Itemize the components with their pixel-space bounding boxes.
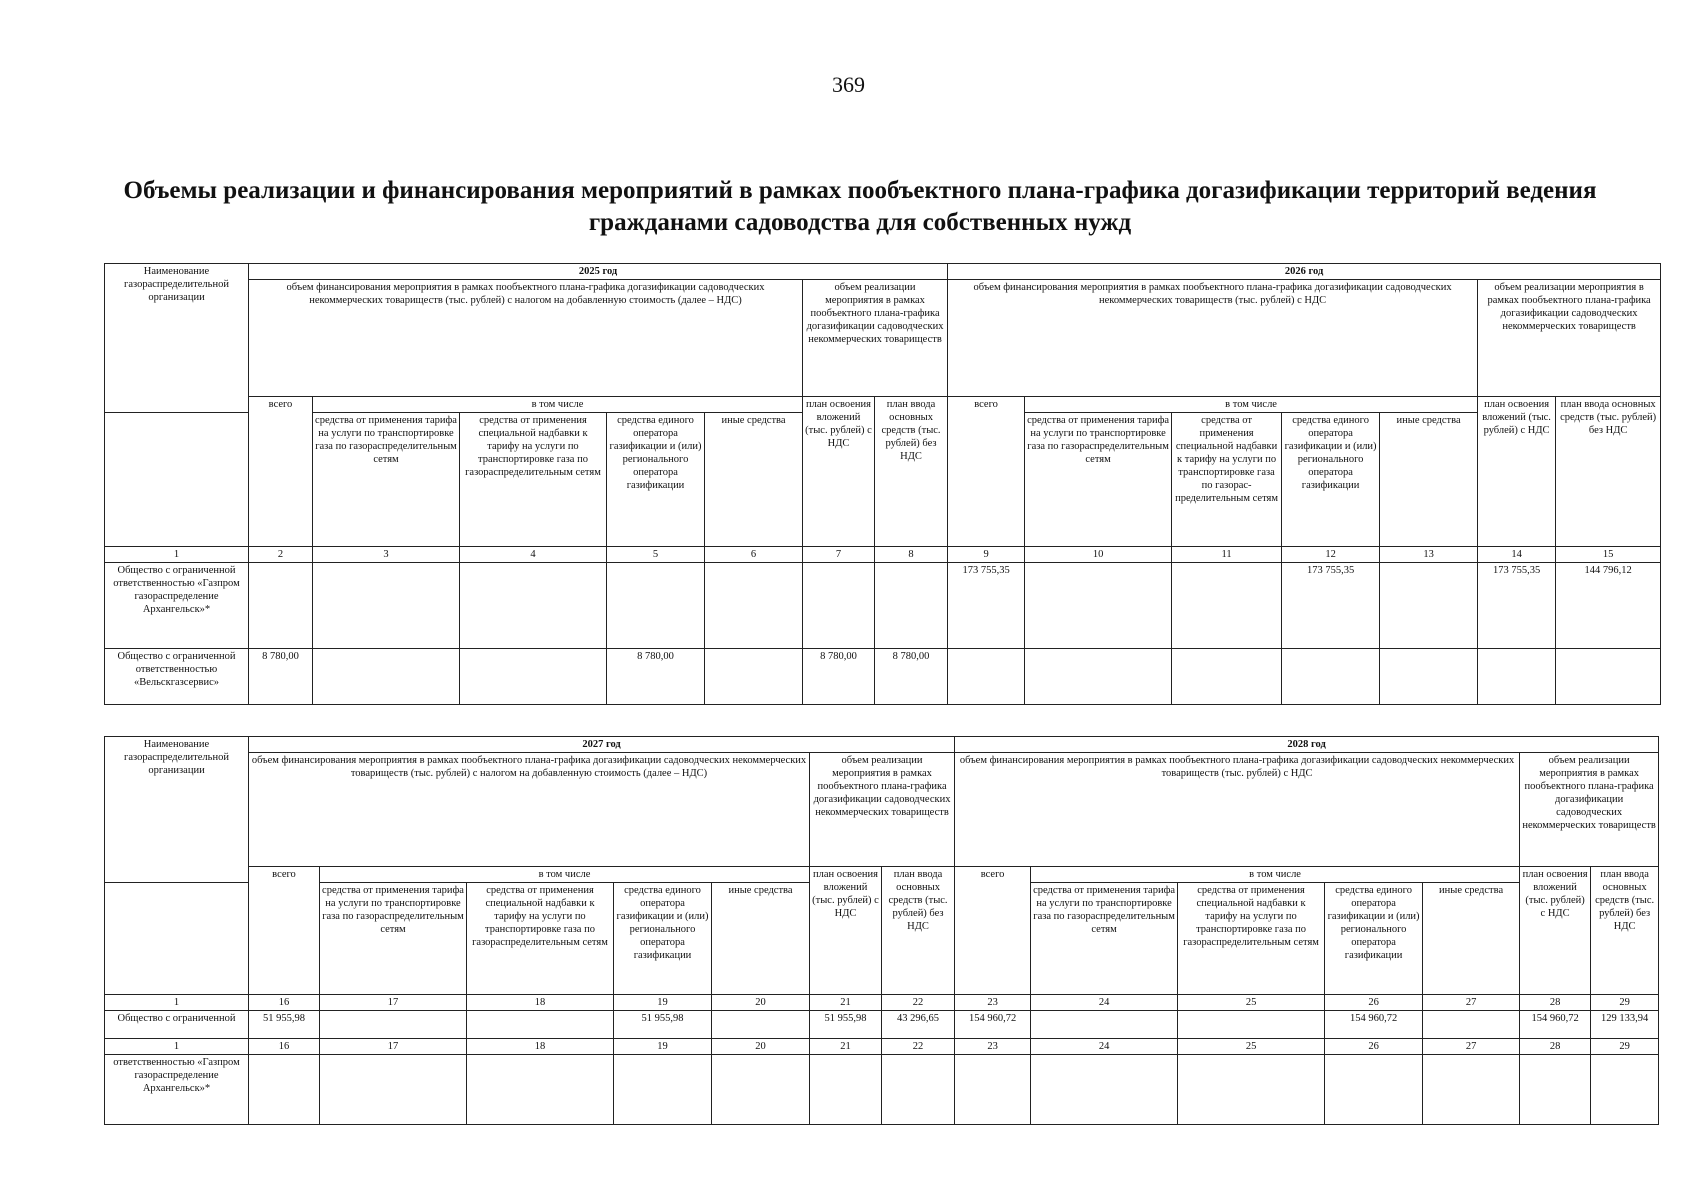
column-number: 1: [105, 995, 249, 1011]
column-number: 18: [467, 1039, 614, 1055]
cell-value: [1172, 649, 1282, 705]
cell-value: 51 955,98: [614, 1011, 712, 1039]
column-number: 19: [614, 995, 712, 1011]
page-number: 369: [832, 72, 865, 97]
header-total-2028: всего: [955, 867, 1031, 995]
cell-value: 144 796,12: [1556, 563, 1661, 649]
header-operator-2027: средства единого оператора газификации и (или) регионального оператора газификации: [614, 883, 712, 995]
row-org-name: Общество с ограниченной: [105, 1011, 249, 1039]
column-number: 25: [1178, 995, 1325, 1011]
header-tariff-2026: средства от применения тарифа на услуги по транспортировке газа по газораспределительным сетям: [1025, 413, 1172, 547]
cell-value: 8 780,00: [249, 649, 313, 705]
cell-value: [313, 649, 460, 705]
header-tariff-2025: средства от применения тарифа на услуги по транспортировке газа по газораспределительным сетям: [313, 413, 460, 547]
cell-value: 173 755,35: [1282, 563, 1380, 649]
header-realization-2028: объем реализации мероприятия в рамках пообъектного плана-графика догазификации садоводческих некоммерческих товариществ: [1520, 753, 1659, 867]
column-number: 22: [882, 995, 955, 1011]
header-markup-2026: средства от применения специальной надбавки к тарифу на услуги по транспортировке газа по газорас- пределительным сетям: [1172, 413, 1282, 547]
column-number-row: [105, 995, 1659, 1011]
column-number: 23: [955, 995, 1031, 1011]
cell-value: 129 133,94: [1591, 1011, 1659, 1039]
row-org-name: Общество с ограниченной ответственностью «Газпром газораспределение Архангельск»*: [105, 563, 249, 649]
header-plan-assets-2025: план ввода основных средств (тыс. рублей) без НДС: [875, 397, 948, 547]
header-total-2025: всего: [249, 397, 313, 547]
column-number: 18: [467, 995, 614, 1011]
cell-value: [1423, 1011, 1520, 1039]
header-plan-assets-2028: план ввода основных средств (тыс. рублей) без НДС: [1591, 867, 1659, 995]
header-year-2028: 2028 год: [955, 737, 1659, 753]
header-plan-invest-2026: план освоения вложений (тыс. рублей) с НДС: [1478, 397, 1556, 547]
cell-empty: [249, 1055, 320, 1125]
header-plan-invest-2025: план освоения вложений (тыс. рублей) с НДС: [803, 397, 875, 547]
header-operator-2026: средства единого оператора газификации и (или) регионального оператора газификации: [1282, 413, 1380, 547]
header-org-spacer: [105, 883, 249, 995]
header-other-2025: иные средства: [705, 413, 803, 547]
header-operator-2025: средства единого оператора газификации и (или) регионального оператора газификации: [607, 413, 705, 547]
cell-empty: [614, 1055, 712, 1125]
column-number: 26: [1325, 995, 1423, 1011]
column-number: 17: [320, 1039, 467, 1055]
header-tariff-2028: средства от применения тарифа на услуги по транспортировке газа по газораспределительным сетям: [1031, 883, 1178, 995]
header-plan-assets-2026: план ввода основных средств (тыс. рублей) без НДС: [1556, 397, 1661, 547]
cell-value: [1380, 649, 1478, 705]
column-number: 1: [105, 1039, 249, 1055]
header-realization-2025: объем реализации мероприятия в рамках пообъектного плана-графика догазификации садоводческих некоммерческих товариществ: [803, 280, 948, 397]
cell-empty: [1423, 1055, 1520, 1125]
column-number: 24: [1031, 1039, 1178, 1055]
column-number: 15: [1556, 547, 1661, 563]
header-plan-invest-2028: план освоения вложений (тыс. рублей) с НДС: [1520, 867, 1591, 995]
cell-value: 51 955,98: [249, 1011, 320, 1039]
column-number: 25: [1178, 1039, 1325, 1055]
column-number: 28: [1520, 995, 1591, 1011]
table-row: [105, 1055, 1659, 1125]
header-including-2027: в том числе: [320, 867, 810, 883]
column-number: 27: [1423, 995, 1520, 1011]
cell-value: [705, 649, 803, 705]
cell-empty: [1325, 1055, 1423, 1125]
cell-value: [607, 563, 705, 649]
cell-empty: [955, 1055, 1031, 1125]
cell-value: 173 755,35: [948, 563, 1025, 649]
column-number: 1: [105, 547, 249, 563]
cell-empty: [882, 1055, 955, 1125]
cell-empty: [320, 1055, 467, 1125]
cell-empty: [810, 1055, 882, 1125]
column-number: 20: [712, 995, 810, 1011]
cell-value: [875, 563, 948, 649]
column-number: 5: [607, 547, 705, 563]
column-number: 7: [803, 547, 875, 563]
cell-value: [705, 563, 803, 649]
column-number: 16: [249, 995, 320, 1011]
cell-value: [1478, 649, 1556, 705]
header-including-2025: в том числе: [313, 397, 803, 413]
column-number: 23: [955, 1039, 1031, 1055]
table-row: [105, 563, 1661, 649]
page-title: Объемы реализации и финансирования мероприятий в рамках пообъектного плана-графика догазификации территорий ведения гражданами садоводства для собственных нужд: [123, 177, 1597, 236]
header-year-2027: 2027 год: [249, 737, 955, 753]
column-number: 29: [1591, 995, 1659, 1011]
cell-value: [249, 563, 313, 649]
cell-value: [1025, 563, 1172, 649]
cell-value: [1172, 563, 1282, 649]
column-number: 27: [1423, 1039, 1520, 1055]
header-realization-2027: объем реализации мероприятия в рамках пообъектного плана-графика догазификации садоводческих некоммерческих товариществ: [810, 753, 955, 867]
header-financing-2026: объем финансирования мероприятия в рамках пообъектного плана-графика догазификации садоводческих некоммерческих товариществ (тыс. рублей) с НДС: [948, 280, 1478, 397]
header-including-2026: в том числе: [1025, 397, 1478, 413]
column-number: 14: [1478, 547, 1556, 563]
cell-value: 51 955,98: [810, 1011, 882, 1039]
cell-value: 173 755,35: [1478, 563, 1556, 649]
column-number: 6: [705, 547, 803, 563]
cell-value: [1178, 1011, 1325, 1039]
column-number: 28: [1520, 1039, 1591, 1055]
header-org-spacer: [105, 413, 249, 547]
cell-value: [460, 563, 607, 649]
header-financing-2025: объем финансирования мероприятия в рамках пообъектного плана-графика догазификации садоводческих некоммерческих товариществ (тыс. рублей) с налогом на добавленную стоимость (далее – НДС): [249, 280, 803, 397]
cell-value: [467, 1011, 614, 1039]
column-number: 11: [1172, 547, 1282, 563]
cell-value: 154 960,72: [955, 1011, 1031, 1039]
cell-value: 8 780,00: [803, 649, 875, 705]
row-org-name: Общество с ограниченной ответственностью «Вельскгазсервис»: [105, 649, 249, 705]
column-number: 21: [810, 995, 882, 1011]
header-total-2027: всего: [249, 867, 320, 995]
column-number: 2: [249, 547, 313, 563]
table-row: [105, 649, 1661, 705]
header-org-name: Наименование газораспределительной организации: [105, 264, 249, 413]
header-year-2025: 2025 год: [249, 264, 948, 280]
cell-value: [320, 1011, 467, 1039]
cell-empty: [712, 1055, 810, 1125]
header-org-name: Наименование газораспределительной организации: [105, 737, 249, 883]
cell-value: [712, 1011, 810, 1039]
cell-value: 154 960,72: [1325, 1011, 1423, 1039]
table-2027-2028: [104, 736, 1659, 1125]
cell-empty: [1520, 1055, 1591, 1125]
column-number: 29: [1591, 1039, 1659, 1055]
cell-value: [1556, 649, 1661, 705]
cell-value: [313, 563, 460, 649]
column-number: 8: [875, 547, 948, 563]
header-other-2027: иные средства: [712, 883, 810, 995]
cell-value: [1031, 1011, 1178, 1039]
header-financing-2027: объем финансирования мероприятия в рамках пообъектного плана-графика догазификации садоводческих некоммерческих товариществ (тыс. рублей) с налогом на добавленную стоимость (далее – НДС): [249, 753, 810, 867]
cell-empty: [1031, 1055, 1178, 1125]
column-number: 12: [1282, 547, 1380, 563]
cell-value: [1380, 563, 1478, 649]
column-number-row: [105, 547, 1661, 563]
cell-value: 43 296,65: [882, 1011, 955, 1039]
cell-value: 8 780,00: [875, 649, 948, 705]
column-number: 21: [810, 1039, 882, 1055]
row-org-name-continued: ответственностью «Газпром газораспределение Архангельск»*: [105, 1055, 249, 1125]
column-number: 20: [712, 1039, 810, 1055]
header-markup-2027: средства от применения специальной надбавки к тарифу на услуги по транспортировке газа по газораспределительным сетям: [467, 883, 614, 995]
header-operator-2028: средства единого оператора газификации и (или) регионального оператора газификации: [1325, 883, 1423, 995]
column-number: 17: [320, 995, 467, 1011]
column-number: 24: [1031, 995, 1178, 1011]
cell-value: [1025, 649, 1172, 705]
column-number: 3: [313, 547, 460, 563]
column-number: 26: [1325, 1039, 1423, 1055]
column-number: 4: [460, 547, 607, 563]
cell-empty: [1178, 1055, 1325, 1125]
header-total-2026: всего: [948, 397, 1025, 547]
column-number: 10: [1025, 547, 1172, 563]
header-other-2026: иные средства: [1380, 413, 1478, 547]
cell-value: [948, 649, 1025, 705]
header-markup-2025: средства от применения специальной надбавки к тарифу на услуги по транспортировке газа по газораспределительным сетям: [460, 413, 607, 547]
cell-value: [1282, 649, 1380, 705]
column-number: 16: [249, 1039, 320, 1055]
cell-empty: [1591, 1055, 1659, 1125]
cell-value: 154 960,72: [1520, 1011, 1591, 1039]
table-row: [105, 1011, 1659, 1039]
header-plan-assets-2027: план ввода основных средств (тыс. рублей) без НДС: [882, 867, 955, 995]
header-realization-2026: объем реализации мероприятия в рамках пообъектного плана-графика догазификации садоводческих некоммерческих товариществ: [1478, 280, 1661, 397]
header-markup-2028: средства от применения специальной надбавки к тарифу на услуги по транспортировке газа по газораспределительным сетям: [1178, 883, 1325, 995]
column-number: 13: [1380, 547, 1478, 563]
header-financing-2028: объем финансирования мероприятия в рамках пообъектного плана-графика догазификации садоводческих некоммерческих товариществ (тыс. рублей) с НДС: [955, 753, 1520, 867]
header-other-2028: иные средства: [1423, 883, 1520, 995]
header-plan-invest-2027: план освоения вложений (тыс. рублей) с НДС: [810, 867, 882, 995]
header-including-2028: в том числе: [1031, 867, 1520, 883]
cell-value: [460, 649, 607, 705]
cell-empty: [467, 1055, 614, 1125]
header-tariff-2027: средства от применения тарифа на услуги по транспортировке газа по газораспределительным сетям: [320, 883, 467, 995]
column-number-row-repeat: [105, 1039, 1659, 1055]
cell-value: [803, 563, 875, 649]
column-number: 19: [614, 1039, 712, 1055]
column-number: 22: [882, 1039, 955, 1055]
header-year-2026: 2026 год: [948, 264, 1661, 280]
column-number: 9: [948, 547, 1025, 563]
table-2025-2026: [104, 263, 1661, 705]
cell-value: 8 780,00: [607, 649, 705, 705]
